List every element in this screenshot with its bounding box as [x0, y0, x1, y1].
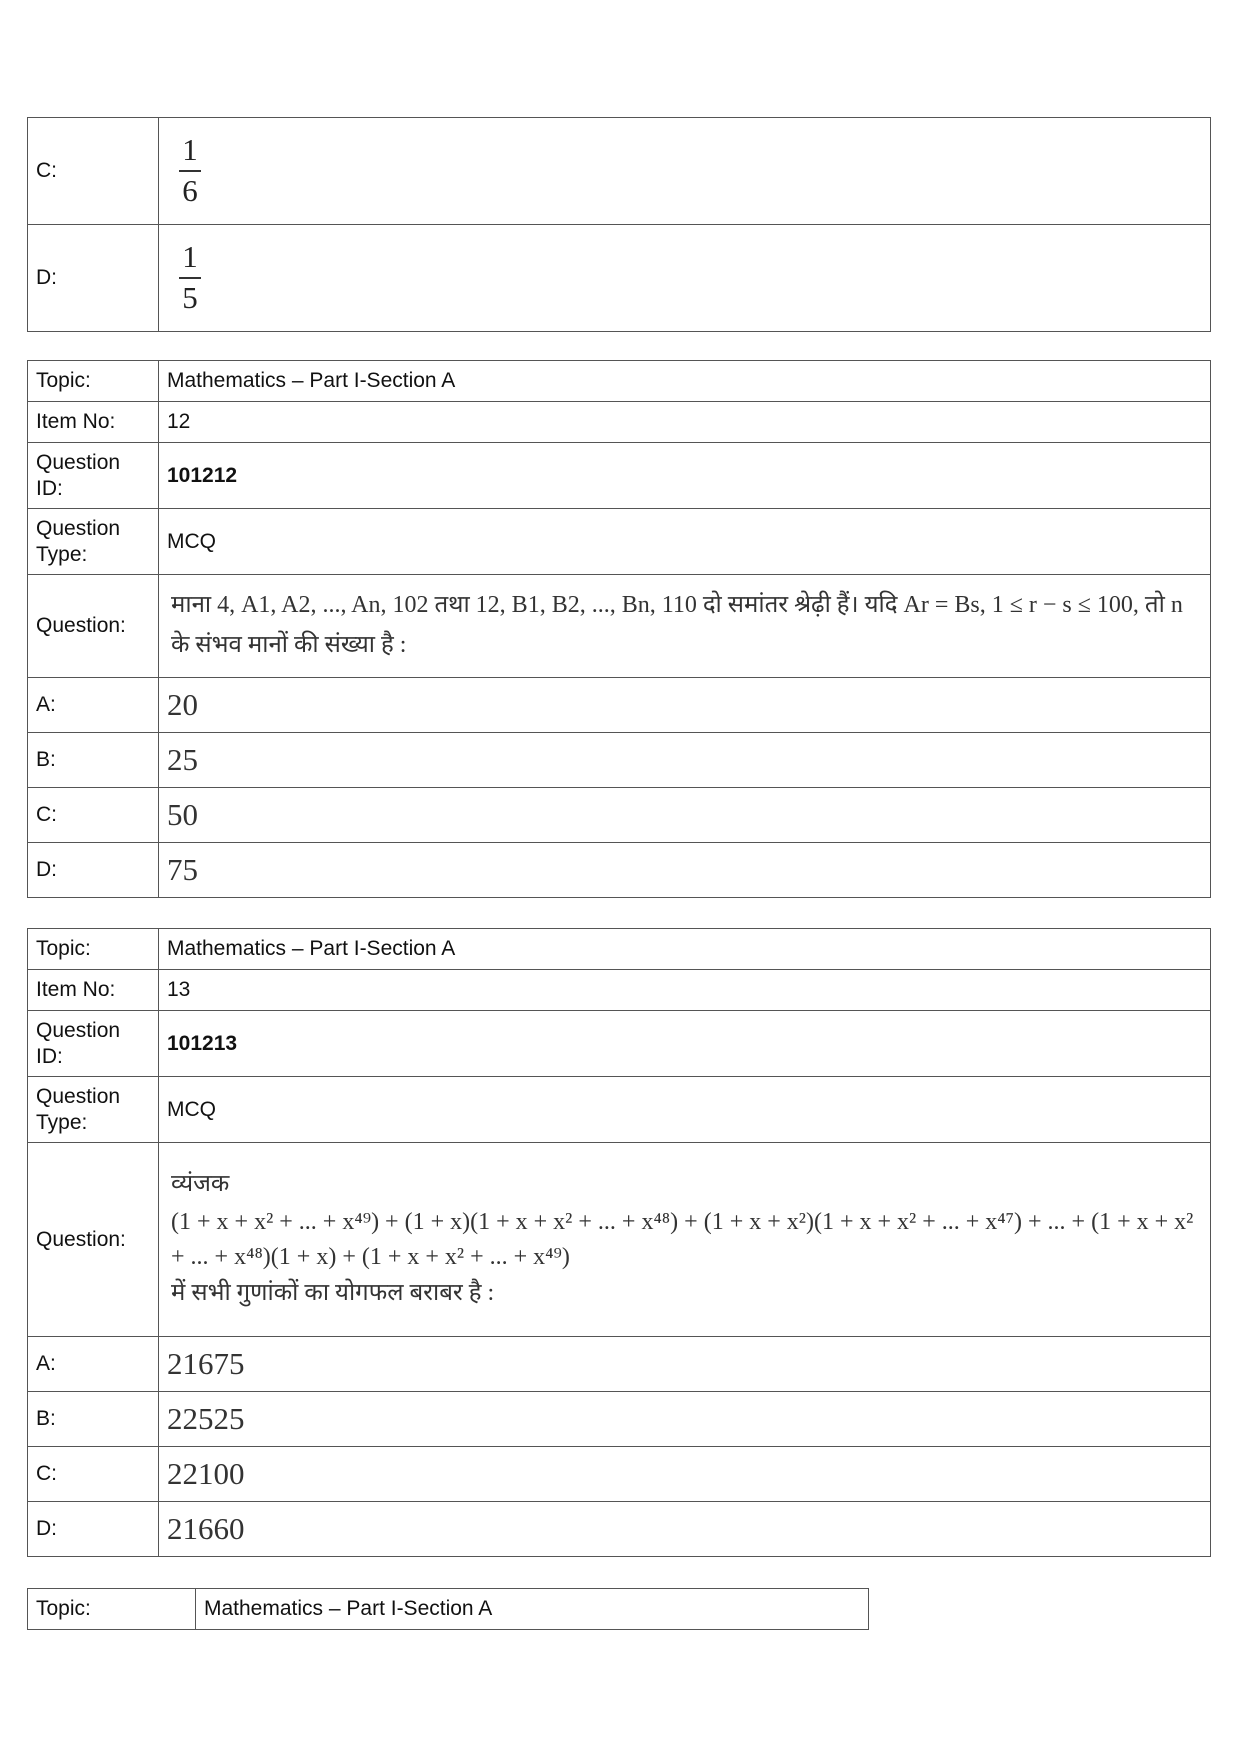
fraction-denominator: 6 [182, 173, 198, 208]
option-label: A: [28, 678, 159, 733]
question-id-label: Question ID: [28, 443, 159, 509]
option-label: D: [28, 1502, 159, 1557]
option-row-a [28, 1337, 1211, 1392]
question-row [28, 575, 1211, 678]
option-label: B: [28, 1392, 159, 1447]
question-id-value: 101212 [159, 443, 1211, 509]
question-outro: में सभी गुणांकों का योगफल बराबर है : [171, 1280, 495, 1307]
option-value: 75 [159, 843, 1211, 898]
option-label: C: [28, 118, 159, 225]
question-body [159, 1143, 1211, 1337]
question-14-table [27, 1588, 869, 1630]
option-label: D: [28, 843, 159, 898]
option-row-b [28, 733, 1211, 788]
option-label: C: [28, 788, 159, 843]
option-value: 21660 [159, 1502, 1211, 1557]
option-value: 50 [159, 788, 1211, 843]
question-type-label: Question Type: [28, 509, 159, 575]
option-value-fraction [159, 225, 1211, 332]
option-value: 22100 [159, 1447, 1211, 1502]
question-expression: (1 + x + x² + ... + x⁴⁹) + (1 + x)(1 + x + x² + ... + x⁴⁸) + (1 + x + x²)(1 + x + x² + ... + x⁴⁷) + ... + (1 + x + x² + ... + x⁴⁸)(1 + x) + (1 + x + x² + ... + x⁴⁹) [171, 1208, 1194, 1270]
option-row-a [28, 678, 1211, 733]
topic-value: Mathematics – Part I-Section A [196, 1589, 869, 1630]
fraction [179, 241, 201, 314]
question-label: Question: [28, 575, 159, 678]
question-label: Question: [28, 1143, 159, 1337]
question-text: माना 4, A1, A2, ..., An, 102 तथा 12, B1, B2, ..., Bn, 110 दो समांतर श्रेढ़ी हैं। यदि Ar = Bs, 1 ≤ r − s ≤ 100, तो n के संभव मानों की संख्या है : [159, 575, 1211, 678]
question-intro: व्यंजक [171, 1171, 230, 1198]
topic-row [28, 929, 1211, 970]
fraction-numerator: 1 [182, 239, 198, 275]
topic-label: Topic: [28, 1589, 196, 1630]
option-value: 22525 [159, 1392, 1211, 1447]
topic-label: Topic: [28, 361, 159, 402]
option-value: 25 [159, 733, 1211, 788]
fraction-bar [179, 170, 201, 172]
option-value: 20 [159, 678, 1211, 733]
question-type-value: MCQ [159, 1077, 1211, 1143]
option-row-c [28, 118, 1211, 225]
option-value: 21675 [159, 1337, 1211, 1392]
question-id-row [28, 443, 1211, 509]
option-row-b [28, 1392, 1211, 1447]
topic-row [28, 1589, 869, 1630]
item-label: Item No: [28, 402, 159, 443]
question-type-row [28, 509, 1211, 575]
option-label: C: [28, 1447, 159, 1502]
item-value: 13 [159, 970, 1211, 1011]
option-row-c [28, 788, 1211, 843]
item-value: 12 [159, 402, 1211, 443]
item-row [28, 402, 1211, 443]
question-id-row [28, 1011, 1211, 1077]
fraction-denominator: 5 [182, 280, 198, 315]
topic-row [28, 361, 1211, 402]
question-type-label: Question Type: [28, 1077, 159, 1143]
option-label: D: [28, 225, 159, 332]
option-row-c [28, 1447, 1211, 1502]
option-row-d [28, 225, 1211, 332]
question-row [28, 1143, 1211, 1337]
question-type-value: MCQ [159, 509, 1211, 575]
question-13-table [27, 928, 1211, 1557]
topic-value: Mathematics – Part I-Section A [159, 361, 1211, 402]
topic-label: Topic: [28, 929, 159, 970]
question-12-table [27, 360, 1211, 898]
option-value-fraction [159, 118, 1211, 225]
fraction-bar [179, 277, 201, 279]
item-label: Item No: [28, 970, 159, 1011]
prev-question-options-table [27, 117, 1211, 332]
fraction [179, 134, 201, 207]
fraction-numerator: 1 [182, 132, 198, 168]
option-row-d [28, 1502, 1211, 1557]
question-id-label: Question ID: [28, 1011, 159, 1077]
topic-value: Mathematics – Part I-Section A [159, 929, 1211, 970]
item-row [28, 970, 1211, 1011]
option-label: A: [28, 1337, 159, 1392]
option-label: B: [28, 733, 159, 788]
question-type-row [28, 1077, 1211, 1143]
option-row-d [28, 843, 1211, 898]
question-id-value: 101213 [159, 1011, 1211, 1077]
